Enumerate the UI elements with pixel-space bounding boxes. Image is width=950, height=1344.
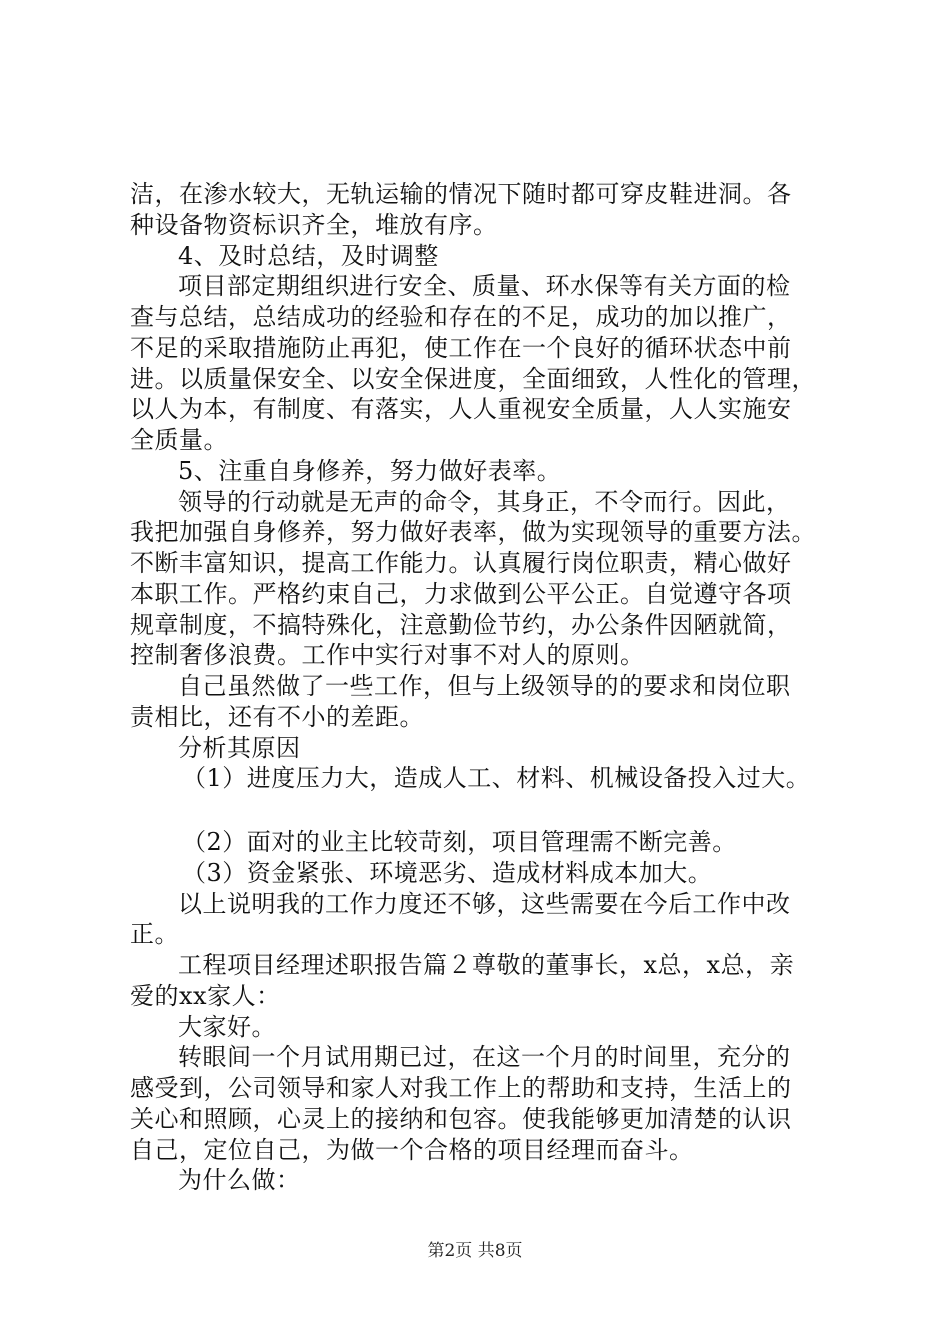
- text-line: 自己，定位自己，为做一个合格的项目经理而奋斗。: [130, 1135, 694, 1164]
- blank-gap: [130, 794, 850, 827]
- text-line: 分析其原因: [178, 733, 301, 762]
- text-line: 以人为本，有制度、有落实，人人重视安全质量，人人实施安: [130, 395, 792, 424]
- text-line: 为什么做：: [178, 1166, 301, 1195]
- text-line: 洁，在渗水较大，无轨运输的情况下随时都可穿皮鞋进洞。各: [130, 180, 792, 208]
- text-line: 领导的行动就是无声的命令，其身正，不令而行。因此，: [178, 487, 791, 516]
- text-line: 项目部定期组织进行安全、质量、环水保等有关方面的检: [178, 272, 791, 301]
- text-line: 工程项目经理述职报告篇２尊敬的董事长，x总，x总，亲: [178, 951, 795, 979]
- list-item: （2）面对的业主比较苛刻，项目管理需不断完善。: [182, 828, 737, 856]
- text-line: 控制奢侈浪费。工作中实行对事不对人的原则。: [130, 641, 645, 670]
- text-line: 转眼间一个月试用期已过，在这一个月的时间里，充分的: [178, 1043, 791, 1072]
- text-line: 自己虽然做了一些工作，但与上级领导的的要求和岗位职: [178, 672, 791, 700]
- text-line: 爱的xx家人：: [130, 981, 281, 1010]
- text-line: 本职工作。严格约束自己，力求做到公平公正。自觉遵守各项: [130, 579, 792, 608]
- section-heading: 4、及时总结，及时调整: [178, 241, 439, 270]
- text-line: 感受到，公司领导和家人对我工作上的帮助和支持，生活上的: [130, 1074, 792, 1102]
- document-body: [130, 179, 850, 1196]
- text-line: 大家好。: [178, 1012, 276, 1041]
- text-line: 以上说明我的工作力度还不够，这些需要在今后工作中改: [178, 889, 791, 918]
- text-line: 不足的采取措施防止再犯，使工作在一个良好的循环状态中前: [130, 333, 792, 362]
- text-line: 不断丰富知识，提高工作能力。认真履行岗位职责，精心做好: [130, 549, 792, 577]
- list-item: （3）资金紧张、环境恶劣、造成材料成本加大。: [182, 858, 713, 887]
- list-item: （1）进度压力大，造成人工、材料、机械设备投入过大。: [182, 764, 811, 793]
- text-line: 进。以质量保安全、以安全保进度，全面细致，人性化的管理，: [130, 364, 816, 393]
- text-line: 规章制度，不搞特殊化，注意勤俭节约，办公条件因陋就简，: [130, 610, 792, 639]
- text-line: 全质量。: [130, 426, 228, 454]
- section-heading: 5、注重自身修养，努力做好表率。: [178, 456, 562, 485]
- text-line: 关心和照顾，心灵上的接纳和包容。使我能够更加清楚的认识: [130, 1104, 792, 1133]
- text-line: 查与总结，总结成功的经验和存在的不足，成功的加以推广，: [130, 303, 792, 331]
- text-line: 种设备物资标识齐全，堆放有序。: [130, 210, 498, 239]
- text-line: 正。: [130, 920, 179, 949]
- text-line: 我把加强自身修养，努力做好表率，做为实现领导的重要方法。: [130, 518, 816, 547]
- text-line: 责相比，还有不小的差距。: [130, 702, 424, 731]
- page-number-footer: 第2页 共8页: [427, 1241, 523, 1261]
